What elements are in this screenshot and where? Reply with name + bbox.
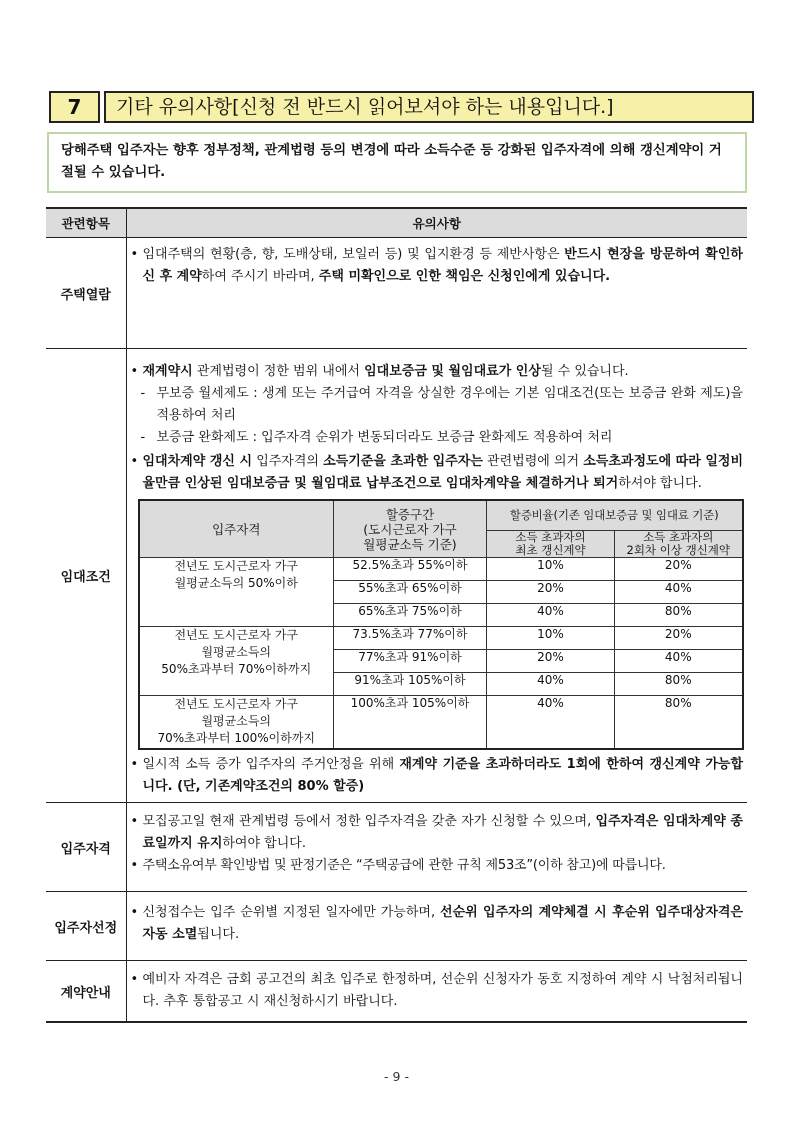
lease-dash-2: - 보증금 완화제도 : 입주자격 순위가 변동되더라도 보증금 완화제도 적용하여 처리	[131, 427, 744, 449]
rate-range: 91%초과 105%이하	[334, 673, 487, 696]
rate-second: 80%	[615, 673, 743, 696]
rate-first: 20%	[487, 650, 615, 673]
rate-header-ratio: 할증비율(기존 임대보증금 및 임대료 기준)	[487, 500, 743, 530]
rate-header-range: 할증구간 (도시근로자 가구 월평균소득 기준)	[334, 500, 487, 558]
rate-second: 80%	[615, 604, 743, 627]
rate-header-qual: 입주자격	[139, 500, 334, 558]
header-item: 관련항목	[46, 208, 126, 238]
rate-second: 40%	[615, 581, 743, 604]
row-label-visit: 주택열람	[46, 238, 126, 349]
lease-bullet-3: • 일시적 소득 증가 입주자의 주거안정을 위해 재계약 기준을 초과하더라도 1회에 한하여 갱신계약 가능합니다. (단, 기존계약조건의 80% 할증)	[131, 754, 744, 798]
rate-row	[139, 696, 743, 750]
rate-group-qual: 전년도 도시근로자 가구 월평균소득의 50%초과부터 70%이하까지	[139, 627, 334, 696]
rate-second: 20%	[615, 627, 743, 650]
rate-range: 73.5%초과 77%이하	[334, 627, 487, 650]
lease-dash-1: - 무보증 월세제도 : 생계 또는 주거급여 자격을 상실한 경우에는 기본 임대조건(또는 보증금 완화 제도)을 적용하여 처리	[131, 383, 744, 427]
table-row	[46, 238, 747, 349]
rate-range: 100%초과 105%이하	[334, 696, 487, 750]
lease-bullet-1: • 재계약시 관계법령이 정한 범위 내에서 임대보증금 및 월임대료가 인상될 수 있습니다.	[131, 361, 744, 383]
rate-second: 80%	[615, 696, 743, 750]
qualification-bullet-1: • 모집공고일 현재 관계법령 등에서 정한 입주자격을 갖춘 자가 신청할 수 있으며, 입주자격은 임대차계약 종료일까지 유지하여야 합니다.	[131, 811, 744, 855]
section-title: 기타 유의사항[신청 전 반드시 읽어보셔야 하는 내용입니다.]	[104, 91, 754, 123]
rate-first: 20%	[487, 581, 615, 604]
rate-first: 40%	[487, 673, 615, 696]
rate-group-qual: 전년도 도시근로자 가구 월평균소득의 70%초과부터 100%이하까지	[139, 696, 334, 750]
table-row	[46, 803, 747, 892]
table-row	[46, 892, 747, 961]
table-row	[46, 349, 747, 803]
rate-row	[139, 627, 743, 650]
header-note: 유의사항	[126, 208, 747, 238]
row-label-lease: 임대조건	[46, 349, 126, 803]
row-label-selection: 입주자선정	[46, 892, 126, 961]
selection-bullet: • 신청접수는 입주 순위별 지정된 일자에만 가능하며, 선순위 입주자의 계약체결 시 후순위 입주대상자격은 자동 소멸됩니다.	[131, 902, 744, 946]
rate-second: 20%	[615, 558, 743, 581]
rate-first: 40%	[487, 604, 615, 627]
rate-group-qual: 전년도 도시근로자 가구 월평균소득의 50%이하	[139, 558, 334, 627]
qualification-bullet-2: • 주택소유여부 확인방법 및 판정기준은 “주택공급에 관한 규칙 제53조”(이하 참고)에 따릅니다.	[131, 855, 744, 877]
page-number: - 9 -	[384, 1069, 409, 1084]
rate-first: 10%	[487, 627, 615, 650]
rate-range: 55%초과 65%이하	[334, 581, 487, 604]
rate-table	[138, 499, 744, 750]
rate-header-second: 소득 초과자의 2회차 이상 갱신계약	[615, 530, 743, 557]
section-number: 7	[49, 91, 100, 123]
rate-range: 65%초과 75%이하	[334, 604, 487, 627]
lease-bullet-2: • 임대차계약 갱신 시 입주자격의 소득기준을 초과한 입주자는 관련법령에 의거 소득초과정도에 따라 일정비율만큼 인상된 임대보증금 및 월임대료 납부조건으로 임대차계약을 체결하거나 퇴거하셔야 합니다.	[131, 451, 744, 495]
notice-box: 당해주택 입주자는 향후 정부정책, 관계법령 등의 변경에 따라 소득수준 등 강화된 입주자격에 의해 갱신계약이 거절될 수 있습니다.	[47, 132, 747, 193]
row-label-contract: 계약안내	[46, 961, 126, 1023]
notes-table	[46, 207, 747, 1023]
row-label-qualification: 입주자격	[46, 803, 126, 892]
contract-bullet: • 예비자 자격은 금회 공고건의 최초 입주로 한정하며, 선순위 신청자가 동호 지정하여 계약 시 낙첨처리됩니다. 추후 통합공고 시 재신청하시기 바랍니다.	[131, 969, 744, 1013]
rate-range: 77%초과 91%이하	[334, 650, 487, 673]
visit-bullet: • 임대주택의 현황(층, 향, 도배상태, 보일러 등) 및 입지환경 등 제반사항은 반드시 현장을 방문하여 확인하신 후 계약하여 주시기 바라며, 주택 미확인으로 인한 책임은 신청인에게 있습니다.	[131, 244, 744, 288]
rate-first: 40%	[487, 696, 615, 750]
rate-row	[139, 558, 743, 581]
table-header	[46, 208, 747, 238]
rate-first: 10%	[487, 558, 615, 581]
table-row	[46, 961, 747, 1023]
rate-range: 52.5%초과 55%이하	[334, 558, 487, 581]
rate-second: 40%	[615, 650, 743, 673]
rate-header-first: 소득 초과자의 최초 갱신계약	[487, 530, 615, 557]
